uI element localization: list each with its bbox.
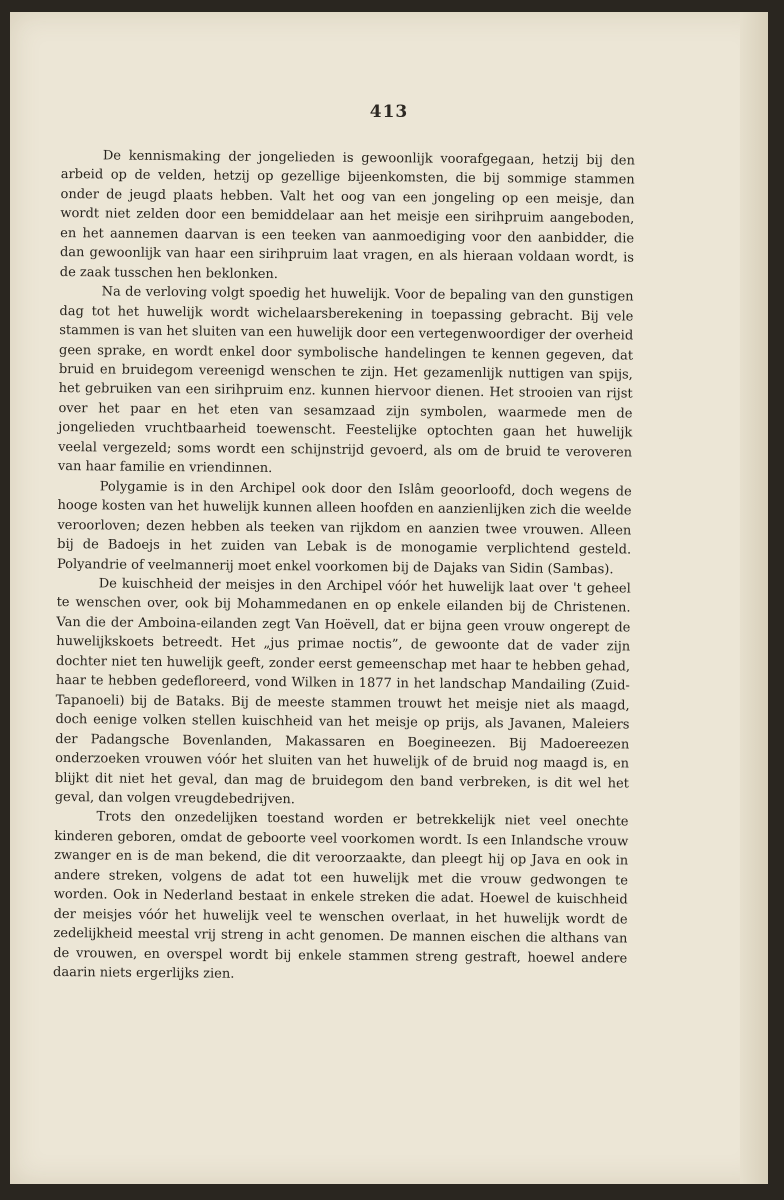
paragraph-polygamy: Polygamie is in den Archipel ook door den Islâm geoorloofd, doch wegens de hooge kosten van het huwelijk kunnen alleen hoofden en aanzienlijken zich die weelde veroorloven; dezen hebben als teeken van rijkdom en aanzien twee vrouwen. Alleen bij de Badoejs in het zuiden van Lebak is de monogamie verplichtend gesteld. Polyandrie of veelmannerij moet enkel voorkomen bij de Dajaks van Sidin (Sambas).	[56, 479, 632, 577]
page-number: 413	[369, 102, 409, 122]
book-page	[10, 12, 768, 1184]
paragraph-chastity: De kuischheid der meisjes in den Archipel vóór het huwelijk laat over 't geheel te wenschen over, ook bij Mohammedanen en op enkele eilanden bij de Christenen. Van die der Amboina-eilanden zegt Van Hoëvell, dat er bijna geen vrouw ongerept de huwelijkskoets betreedt. Het „jus primae noctis”, de gewoonte dat de vader zijn dochter niet ten huwelijk geeft, zonder eerst gemeenschap met haar te hebben gehad, haar te hebben gedefloreerd, vond Wilken in 1877 in het landschap Mandailing (Zuid-Tapanoeli) bij de Bataks. Bij de meeste stammen trouwt het meisje niet als maagd, doch eenige volken stellen kuischheid van het meisje op prijs, als Javanen, Maleiers der Padangsche Bovenlanden, Makassaren en Boegineezen. Bij Madoereezen onderzoeken vrouwen vóór het sluiten van het huwelijk of de bruid nog maagd is, en blijkt dit niet het geval, dan mag de bruidegom den band verbreken, is dit wel het geval, dan volgen vreugdebedrijven.	[54, 576, 631, 808]
body-text	[53, 146, 635, 988]
paragraph-illegitimacy: Trots den onzedelijken toestand worden er betrekkelijk niet veel onechte kinderen geboren, omdat de geboorte veel voorkomen wordt. Is een Inlandsche vrouw zwanger en is de man bekend, die dit veroorzaakte, dan pleegt hij op Java en ook in andere streken, volgens de adat tot een huwelijk met die vrouw gedwongen te worden. Ook in Nederland bestaat in enkele streken die adat. Hoewel de kuischheid der meisjes vóór het huwelijk veel te wenschen overlaat, in het huwelijk wordt de zedelijkheid meestal vrij streng in acht genomen. De mannen eischen die althans van de vrouwen, en overspel wordt bij enkele stammen streng gestraft, hoewel andere daarin niets ergerlijks zien.	[52, 809, 629, 982]
paragraph-courtship: De kennismaking der jongelieden is gewoonlijk voorafgegaan, hetzij bij den arbeid op de velden, hetzij op gezellige bijeenkomsten, die bij sommige stammen onder de jeugd plaats hebben. Valt het oog van een jongeling op een meisje, dan wordt niet zelden door een bemiddelaar aan het meisje een sirihpruim aangeboden, en het aannemen daarvan is een teeken van aanmoediging voor den aanbidder, die dan gewoonlijk van haar een sirihpruim laat vragen, en als hieraan voldaan wordt, is de zaak tusschen hen beklonken.	[59, 148, 635, 282]
paragraph-marriage: Na de verloving volgt spoedig het huwelijk. Voor de bepaling van den gunstigen dag tot het huwelijk wordt wichelaarsberekening in toepassing gebracht. Bij vele stammen is van het sluiten van een huwelijk door een vertegenwoordiger der overheid geen sprake, en wordt enkel door symbolische handelingen te kennen gegeven, dat bruid en bruidegom vereenigd wenschen te zijn. Het gezamenlijk nuttigen van spijs, het gebruiken van een sirihpruim enz. kunnen hiervoor dienen. Het strooien van rijst over het paar en het eten van sesamzaad zijn symbolen, waarmede men de jongelieden vruchtbaarheid toewenscht. Feestelijke optochten gaan het huwelijk veelal vergezeld; soms wordt een schijnstrijd gevoerd, als om de bruid te veroveren van haar familie en vriendinnen.	[57, 284, 634, 477]
page-edge-shadow	[740, 12, 768, 1184]
